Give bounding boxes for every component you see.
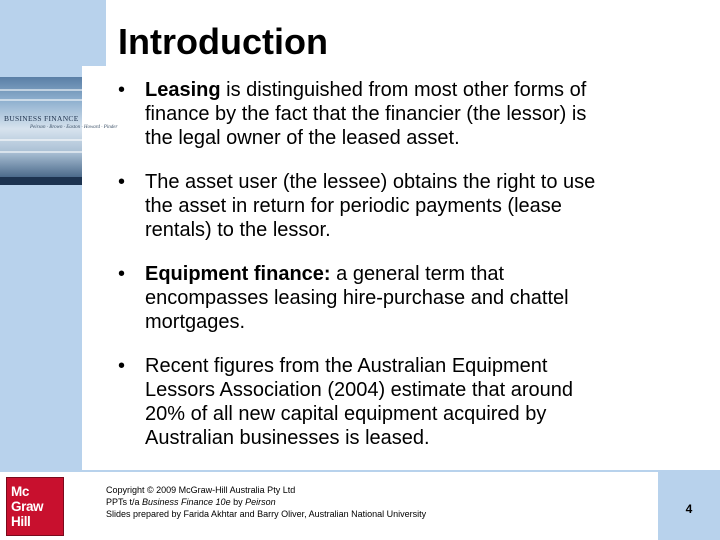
bullet-lead: Equipment finance:: [145, 263, 331, 285]
bullet-item: [118, 78, 678, 150]
bullet-icon: •: [118, 79, 126, 101]
bullet-text: mortgages.: [145, 311, 246, 333]
page-number-box: [658, 472, 720, 540]
bullet-icon: •: [118, 355, 126, 377]
ppt-by: by: [230, 497, 246, 507]
bullet-icon: •: [118, 171, 126, 193]
bullet-lead: Leasing: [145, 79, 221, 101]
ppt-author: Peirson: [245, 497, 276, 507]
book-cover-subtitle: Peirson · Brown · Easton · Howard · Pinder: [30, 125, 118, 130]
logo-text: Graw: [11, 499, 44, 514]
bullet-text: Australian businesses is leased.: [145, 427, 430, 449]
bullet-text: Recent figures from the Australian Equipment: [145, 355, 548, 377]
bullet-text: Lessors Association (2004) estimate that around: [145, 379, 574, 401]
slide-title: Introduction: [118, 21, 328, 62]
book-cover-image: [0, 77, 118, 185]
bullet-list: [118, 78, 678, 470]
logo-text: Hill: [11, 514, 31, 529]
bullet-text: 20% of all new capital equipment acquired by: [145, 403, 547, 425]
ppt-prefix: PPTs t/a: [106, 497, 143, 507]
prepared-by-line: Slides prepared by Farida Akhtar and Barry Oliver, Australian National University: [106, 509, 427, 519]
mcgraw-hill-logo: [6, 477, 64, 536]
bullet-text: a general term that: [330, 263, 505, 285]
copyright-line: Copyright © 2009 McGraw-Hill Australia Pty Ltd: [106, 485, 296, 495]
bullet-item: [118, 354, 678, 450]
bullet-text: is distinguished from most other forms of: [220, 79, 587, 101]
ppt-book-title: Business Finance 10e: [142, 497, 231, 507]
bullet-text: finance by the fact that the financier (the lessor) is: [145, 103, 587, 125]
bullet-item: [118, 262, 678, 334]
copyright-notice: [106, 484, 426, 520]
book-cover-title: BUSINESS FINANCE: [4, 114, 79, 123]
bullet-text: encompasses leasing hire-purchase and chattel: [145, 287, 569, 309]
bullet-text: the legal owner of the leased asset.: [145, 127, 460, 149]
page-number: 4: [685, 502, 693, 516]
ppt-credit-line: [106, 496, 426, 508]
logo-text: Mc: [11, 484, 29, 499]
corner-accent-block: [82, 0, 106, 66]
bullet-text: The asset user (the lessee) obtains the right to use: [145, 171, 596, 193]
bullet-item: [118, 170, 678, 242]
bullet-icon: •: [118, 263, 126, 285]
bullet-text: the asset in return for periodic payments (lease: [145, 195, 562, 217]
bullet-text: rentals) to the lessor.: [145, 219, 331, 241]
